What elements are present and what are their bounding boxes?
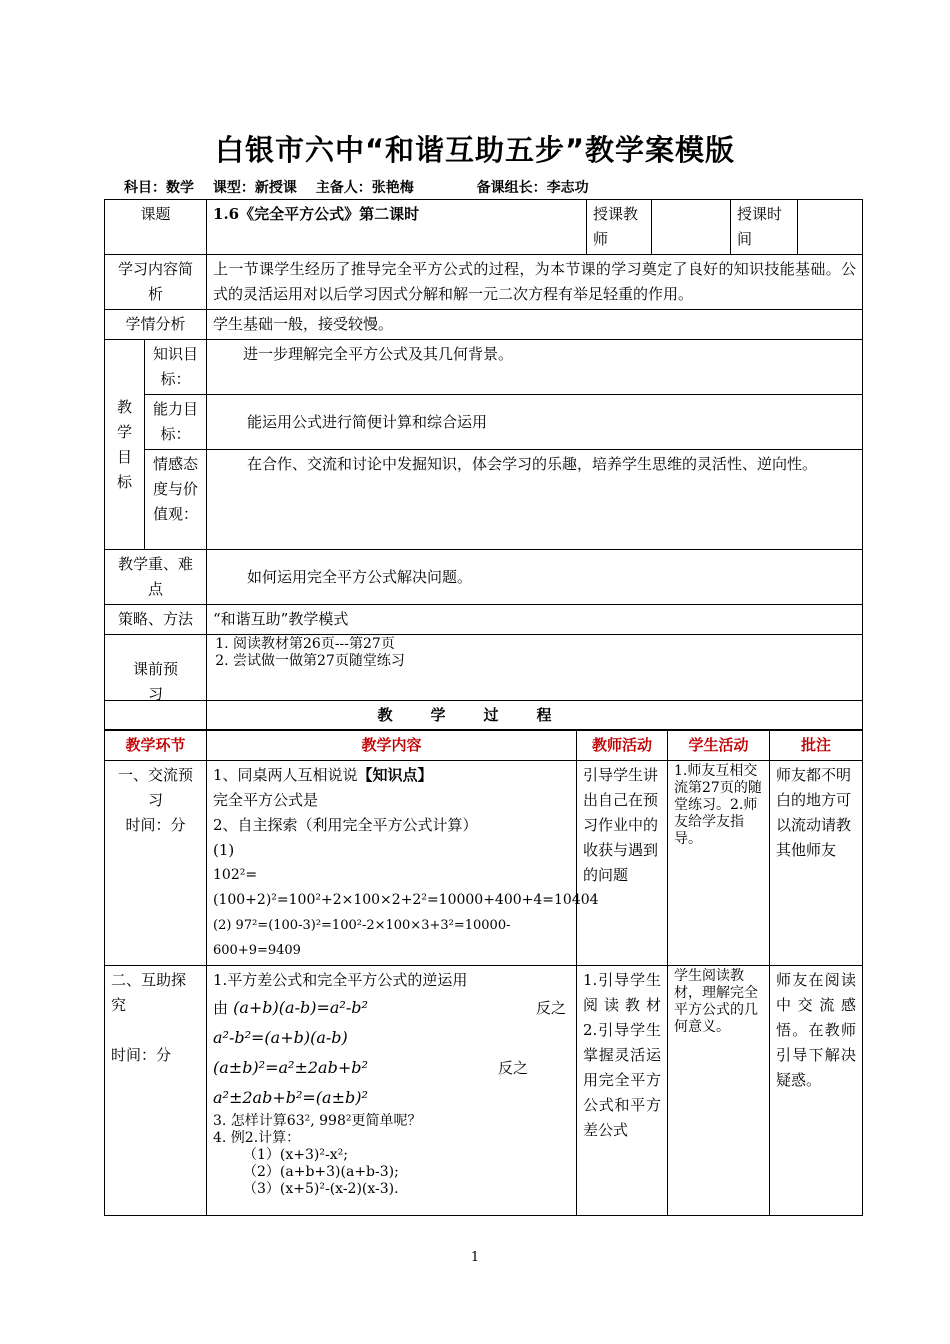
process-heading: 教学过程 bbox=[105, 701, 863, 731]
content-value: 上一节课学生经历了推导完全平方公式的过程，为本节课的学习奠定了良好的知识技能基础。公式的灵活运用对以后学习因式分解和解一元二次方程有举足轻重的作用。 bbox=[207, 255, 863, 310]
row2-student: 学生阅读教材，理解完全平方公式的几何意义。 bbox=[668, 966, 770, 1216]
time-value bbox=[798, 200, 863, 255]
ability-value: 能运用公式进行简便计算和综合运用 bbox=[207, 395, 863, 450]
row2-eq1-prefix: 由 bbox=[213, 999, 229, 1017]
key-label: 教学重、难点 bbox=[105, 550, 207, 605]
preview-item: 2. 尝试做一做第27页随堂练习 bbox=[233, 653, 856, 670]
meta-leader: 备课组长：李志功 bbox=[476, 180, 589, 196]
situation-label: 学情分析 bbox=[105, 310, 207, 340]
meta-type: 课型：新授课 bbox=[212, 180, 297, 196]
teacher-value bbox=[652, 200, 731, 255]
row2-content bbox=[207, 966, 577, 1216]
row2-teacher: 1.引导学生阅读教材 2.引导学生掌握灵活运用完全平方公式和平方差公式 bbox=[577, 966, 668, 1216]
row2-q3: 3. 怎样计算63², 998²更简单呢？ bbox=[213, 1113, 422, 1129]
row2-note: 师友在阅读中交流感悟。在教师引导下解决疑惑。 bbox=[770, 966, 863, 1216]
row1-time: 时间：分 bbox=[125, 816, 186, 834]
emotion-label: 情感态度与价值观： bbox=[145, 450, 207, 550]
row1-knowledge-point: 【知识点】 bbox=[357, 766, 433, 784]
info-table bbox=[104, 199, 863, 730]
row2-link-cell bbox=[105, 966, 207, 1216]
goals-label: 教学目标 bbox=[105, 340, 145, 550]
col-note: 批注 bbox=[770, 731, 863, 761]
knowledge-label: 知识目标： bbox=[145, 340, 207, 395]
row2-time: 时间：分 bbox=[111, 1046, 172, 1064]
row2-eq2: a²-b²=(a+b)(a-b) bbox=[213, 1028, 348, 1047]
row1-teacher: 引导学生讲出自己在预习作业中的收获与遇到的问题 bbox=[577, 761, 668, 966]
col-link: 教学环节 bbox=[105, 731, 207, 761]
row2-ex1: （1）(x+3)²-x²; bbox=[243, 1147, 348, 1163]
row2-link: 二、互助探究 bbox=[111, 971, 187, 1014]
row2-ex3: （3）(x+5)²-(x-2)(x-3). bbox=[243, 1181, 399, 1197]
process-table bbox=[104, 700, 863, 1216]
topic-label: 课题 bbox=[105, 200, 207, 255]
row1-content bbox=[207, 761, 599, 966]
row1-line2: 完全平方公式是 bbox=[213, 791, 319, 809]
row1-line6: (2) 97²=(100-3)²=100²-2×100×3+3²=10000-600+9=9409 bbox=[213, 918, 511, 958]
meta-line bbox=[124, 177, 603, 197]
col-student: 学生活动 bbox=[668, 731, 770, 761]
row2-eq3: (a±b)²=a²±2ab+b² bbox=[213, 1058, 368, 1077]
col-teacher: 教师活动 bbox=[577, 731, 668, 761]
ability-label: 能力目标： bbox=[145, 395, 207, 450]
row2-eq3-suffix: 反之 bbox=[497, 1059, 528, 1077]
strategy-label: 策略、方法 bbox=[105, 605, 207, 635]
row1-line3: 2、自主探索（利用完全平方公式计算） bbox=[213, 816, 478, 834]
page-number: 1 bbox=[470, 1250, 480, 1265]
row2-ex2: （2）(a+b+3)(a+b-3); bbox=[243, 1164, 399, 1180]
row1-student: 1.师友互相交流第27页的随堂练习。2.师友给学友指导。 bbox=[668, 761, 770, 966]
content-label: 学习内容简析 bbox=[105, 255, 207, 310]
teacher-label: 授课教师 bbox=[587, 200, 652, 255]
meta-preparer: 主备人：张艳梅 bbox=[315, 180, 414, 196]
row2-eq1-suffix: 反之 bbox=[535, 999, 566, 1017]
row1-link: 一、交流预习 bbox=[117, 766, 193, 809]
meta-subject: 科目：数学 bbox=[124, 180, 194, 196]
col-content: 教学内容 bbox=[207, 731, 577, 761]
knowledge-value: 进一步理解完全平方公式及其几何背景。 bbox=[207, 340, 863, 395]
time-label: 授课时间 bbox=[731, 200, 798, 255]
row1-line5: 102²=(100+2)²=100²+2×100×2+2²=10000+400+4=10404 bbox=[213, 867, 599, 908]
preview-item: 1. 阅读教材第26页---第27页 bbox=[233, 636, 856, 653]
row2-q4: 4. 例2.计算： bbox=[213, 1130, 301, 1146]
row1-line1: 1、同桌两人互相说说 bbox=[213, 766, 358, 784]
topic-value: 1.6《完全平方公式》第二课时 bbox=[207, 200, 587, 255]
row1-note: 师友都不明白的地方可以流动请教其他师友 bbox=[770, 761, 863, 966]
row2-line1: 1.平方差公式和完全平方公式的逆运用 bbox=[213, 971, 468, 989]
key-value: 如何运用完全平方公式解决问题。 bbox=[207, 550, 863, 605]
row1-link-cell bbox=[105, 761, 207, 966]
row1-line4: (1) bbox=[213, 841, 235, 859]
page-title: 白银市六中“和谐互助五步”教学案模版 bbox=[214, 133, 736, 167]
row2-eq4: a²±2ab+b²=(a±b)² bbox=[213, 1088, 368, 1107]
situation-value: 学生基础一般，接受较慢。 bbox=[207, 310, 863, 340]
row2-eq1: (a+b)(a-b)=a²-b² bbox=[233, 998, 368, 1017]
preview-label: 课前预习 bbox=[105, 635, 207, 730]
strategy-value: “和谐互助”教学模式 bbox=[207, 605, 863, 635]
emotion-value: 在合作、交流和讨论中发掘知识，体会学习的乐趣，培养学生思维的灵活性、逆向性。 bbox=[207, 450, 863, 550]
